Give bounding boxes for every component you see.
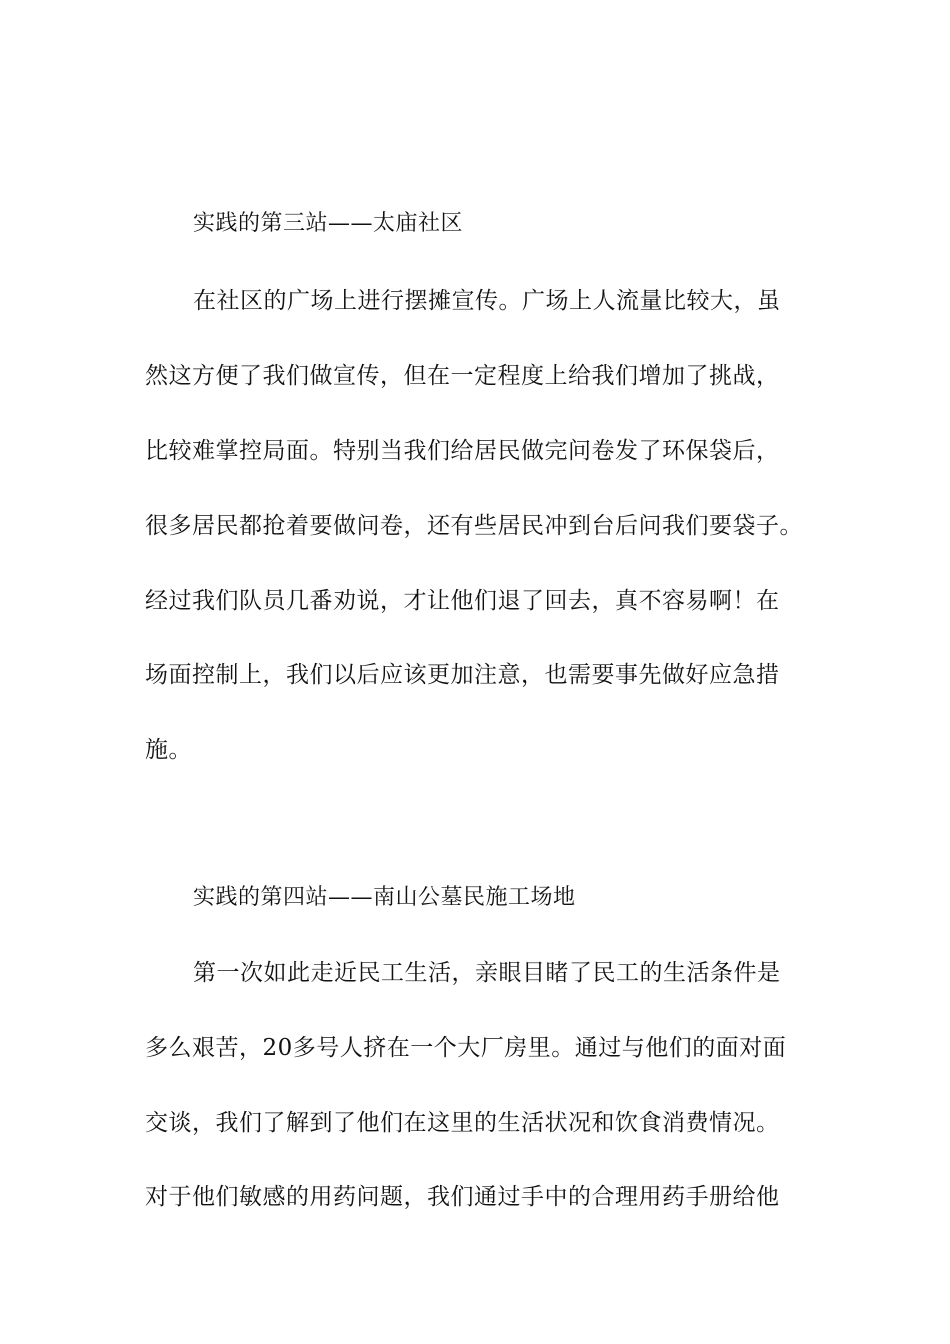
section-heading-third-stop: 实践的第三站——太庙社区 [193,211,464,236]
paragraph-line: 多么艰苦，20多号人挤在一个大厂房里。通过与他们的面对面 [145,1035,787,1061]
paragraph-line: 然这方便了我们做宣传，但在一定程度上给我们增加了挑战， [145,363,780,389]
paragraph-line: 施。 [145,737,192,763]
paragraph-line: 比较难掌控局面。特别当我们给居民做完问卷发了环保袋后， [145,438,780,464]
section-heading-fourth-stop: 实践的第四站——南山公墓民施工场地 [193,885,576,910]
paragraph-line: 很多居民都抢着要做问卷，还有些居民冲到台后问我们要袋子。 [145,513,803,539]
paragraph-line: 交谈，我们了解到了他们在这里的生活状况和饮食消费情况。 [145,1110,780,1136]
paragraph-line: 第一次如此走近民工生活，亲眼目睹了民工的生活条件是 [193,960,781,986]
paragraph-line: 经过我们队员几番劝说，才让他们退了回去，真不容易啊！在 [145,588,780,614]
paragraph-line: 对于他们敏感的用药问题，我们通过手中的合理用药手册给他 [145,1184,780,1210]
paragraph-line: 在社区的广场上进行摆摊宣传。广场上人流量比较大，虽 [193,288,781,314]
paragraph-line: 场面控制上，我们以后应该更加注意，也需要事先做好应急措 [145,662,780,688]
